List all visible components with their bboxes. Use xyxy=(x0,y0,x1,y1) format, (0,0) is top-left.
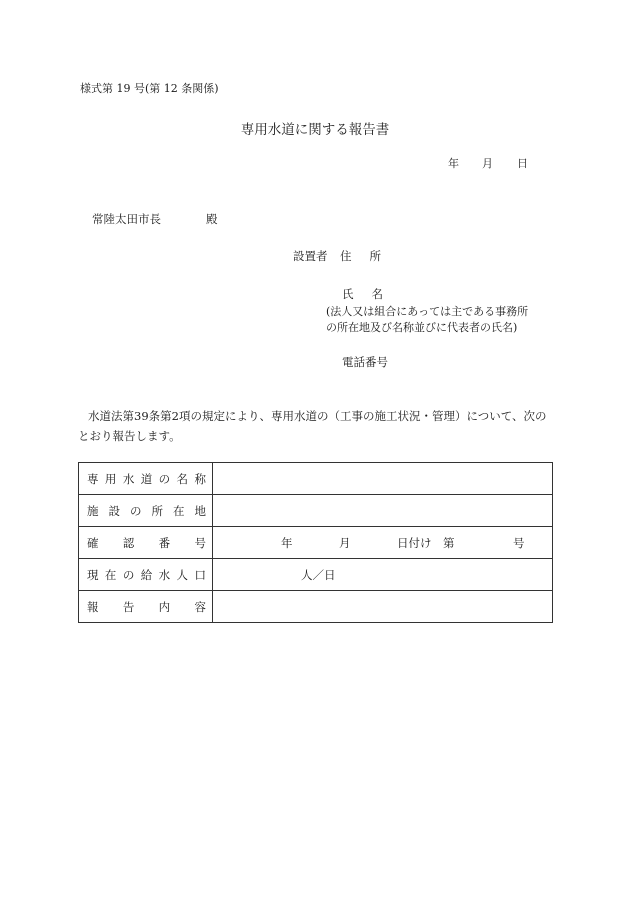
table-row xyxy=(79,591,553,623)
body-text-line2: とおり報告します。 xyxy=(78,429,181,443)
confirmation-month-label: 月 xyxy=(339,535,351,550)
label-chars xyxy=(79,535,212,551)
label-char: 道 xyxy=(140,471,153,486)
label-char: 所 xyxy=(151,503,163,518)
report-table xyxy=(78,462,553,623)
applicant-note-line1: (法人又は組合にあっては主である事務所 xyxy=(326,305,529,318)
label-char: 地 xyxy=(194,503,206,518)
confirmation-go-label: 号 xyxy=(513,535,525,550)
date-month-label: 月 xyxy=(482,157,493,170)
label-facility-location xyxy=(79,495,213,527)
label-char: 口 xyxy=(194,567,206,582)
label-char: の xyxy=(130,503,142,518)
label-char: 内 xyxy=(158,599,171,614)
label-char: 確 xyxy=(87,535,99,550)
label-char: の xyxy=(122,567,135,582)
label-char: 給 xyxy=(140,567,153,582)
label-char: の xyxy=(158,471,171,486)
label-water-system-name xyxy=(79,463,213,495)
label-char: 施 xyxy=(87,503,99,518)
table-row xyxy=(79,463,553,495)
label-char: 称 xyxy=(194,471,206,486)
label-char: 名 xyxy=(176,471,189,486)
phone-label: 電話番号 xyxy=(342,355,388,369)
table-row xyxy=(79,559,553,591)
label-char: 在 xyxy=(104,567,117,582)
label-char: 報 xyxy=(87,599,99,614)
label-current-population xyxy=(79,559,213,591)
label-char: 水 xyxy=(122,471,135,486)
label-char: 在 xyxy=(173,503,185,518)
confirmation-dated-label: 日付け xyxy=(397,535,432,550)
report-content-field[interactable] xyxy=(213,591,553,623)
confirmation-no-label: 第 xyxy=(443,535,455,550)
date-year-label: 年 xyxy=(448,157,459,170)
water-system-name-field[interactable] xyxy=(213,463,553,495)
label-char: 番 xyxy=(158,535,171,550)
table-row xyxy=(79,527,553,559)
applicant-note-line2: の所在地及び名称並びに代表者の氏名) xyxy=(326,321,518,334)
label-char: 号 xyxy=(194,535,206,550)
label-report-content xyxy=(79,591,213,623)
form-number: 様式第 19 号(第 12 条関係) xyxy=(80,82,219,95)
address-label: 住所 xyxy=(340,249,399,263)
confirmation-year-label: 年 xyxy=(281,535,293,550)
label-chars xyxy=(79,471,212,487)
label-char: 人 xyxy=(176,567,189,582)
label-char: 用 xyxy=(104,471,117,486)
label-chars xyxy=(79,503,212,519)
document-title: 専用水道に関する報告書 xyxy=(240,122,390,138)
label-confirmation-number xyxy=(79,527,213,559)
population-unit-label: 人／日 xyxy=(301,567,336,582)
confirmation-number-field[interactable] xyxy=(213,527,553,559)
recipient-name: 常陸太田市長 xyxy=(92,212,161,226)
body-text-line1: 水道法第39条第2項の規定により、専用水道の（工事の施工状況・管理）について、次の xyxy=(88,409,547,423)
label-char: 告 xyxy=(122,599,135,614)
label-char: 水 xyxy=(158,567,171,582)
label-chars xyxy=(79,567,212,583)
current-population-field[interactable] xyxy=(213,559,553,591)
label-char: 容 xyxy=(194,599,206,614)
label-char: 認 xyxy=(122,535,135,550)
label-chars xyxy=(79,599,212,615)
name-label: 氏名 xyxy=(342,287,401,301)
recipient-honorific: 殿 xyxy=(206,212,218,226)
label-char: 専 xyxy=(87,471,99,486)
table-row xyxy=(79,495,553,527)
date-day-label: 日 xyxy=(517,157,528,170)
label-char: 現 xyxy=(87,567,99,582)
facility-location-field[interactable] xyxy=(213,495,553,527)
label-char: 設 xyxy=(108,503,120,518)
applicant-role: 設置者 xyxy=(293,249,328,263)
